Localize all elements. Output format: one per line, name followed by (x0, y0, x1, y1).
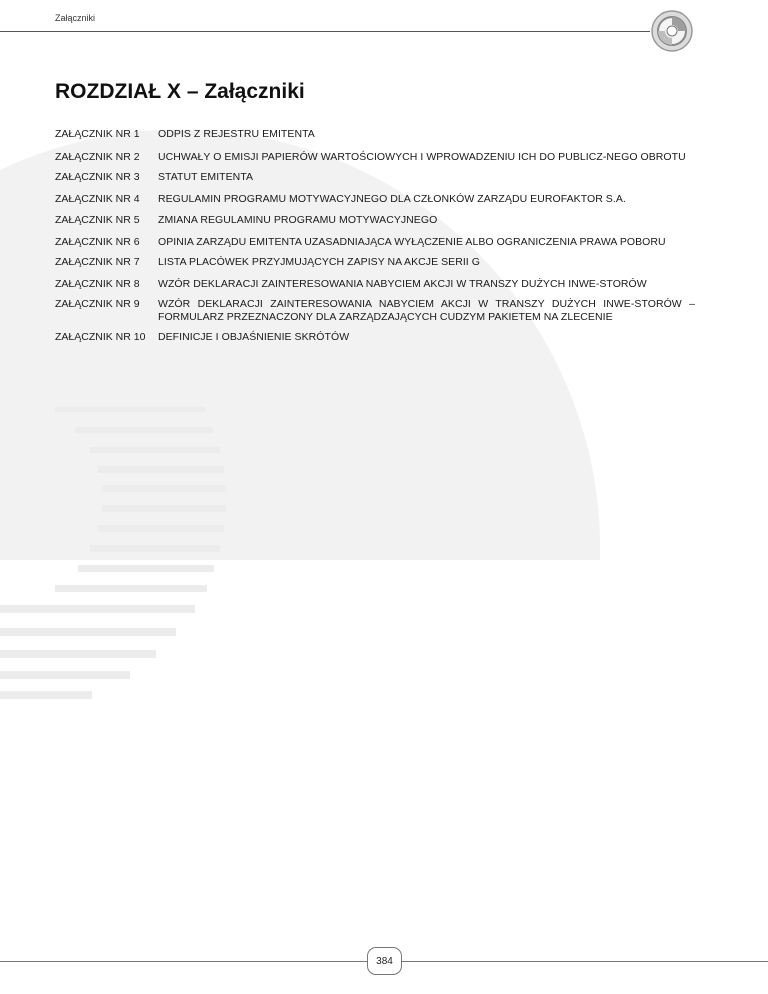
annex-number: ZAŁĄCZNIK NR 1 (55, 128, 140, 140)
annex-number: ZAŁĄCZNIK NR 9 (55, 298, 140, 310)
logo-icon (650, 8, 694, 54)
annex-row (55, 214, 695, 227)
annex-number: ZAŁĄCZNIK NR 8 (55, 277, 140, 290)
annex-title: LISTA PLACÓWEK PRZYJMUJĄCYCH ZAPISY NA AKCJE SERII G (158, 256, 480, 268)
annex-row (55, 236, 695, 249)
annex-row (55, 298, 695, 323)
footer-rule-left (0, 961, 367, 962)
annex-number: ZAŁĄCZNIK NR 3 (55, 171, 140, 183)
annex-row (55, 256, 695, 269)
annex-number: ZAŁĄCZNIK NR 10 (55, 331, 146, 343)
annex-title: WZÓR DEKLARACJI ZAINTERESOWANIA NABYCIEM AKCJI W TRANSZY DUŻYCH INWE-STORÓW (158, 277, 647, 290)
annex-number: ZAŁĄCZNIK NR 2 (55, 150, 140, 163)
annex-row (55, 128, 695, 141)
annex-row (55, 151, 695, 164)
annex-title: REGULAMIN PROGRAMU MOTYWACYJNEGO DLA CZŁONKÓW ZARZĄDU EUROFAKTOR S.A. (158, 192, 626, 205)
annex-list (55, 128, 695, 344)
page-number-box (367, 947, 402, 975)
annex-title: ODPIS Z REJESTRU EMITENTA (158, 128, 315, 140)
annex-title: DEFINICJE I OBJAŚNIENIE SKRÓTÓW (158, 331, 350, 343)
header-rule (0, 31, 650, 32)
chapter-title: ROZDZIAŁ X – Załączniki (55, 80, 305, 103)
annex-number: ZAŁĄCZNIK NR 5 (55, 214, 140, 226)
annex-row (55, 193, 695, 206)
annex-number: ZAŁĄCZNIK NR 4 (55, 192, 140, 205)
annex-number: ZAŁĄCZNIK NR 7 (55, 256, 140, 268)
annex-row (55, 278, 695, 291)
annex-title: WZÓR DEKLARACJI ZAINTERESOWANIA NABYCIEM AKCJI W TRANSZY DUŻYCH INWE-STORÓW – FORMULARZ PRZEZNACZONY DLA ZARZĄDZAJĄCYCH CUDZYM PAKIETEM NA ZLECENIE (158, 298, 695, 323)
annex-row (55, 331, 695, 344)
page-number: 384 (376, 955, 393, 967)
footer-rule-right (400, 961, 768, 962)
annex-title: ZMIANA REGULAMINU PROGRAMU MOTYWACYJNEGO (158, 214, 438, 226)
running-header: Załączniki (55, 13, 96, 23)
annex-title: OPINIA ZARZĄDU EMITENTA UZASADNIAJĄCA WYŁĄCZENIE ALBO OGRANICZENIA PRAWA POBORU (158, 235, 666, 248)
annex-number: ZAŁĄCZNIK NR 6 (55, 235, 140, 248)
annex-title: STATUT EMITENTA (158, 171, 254, 183)
annex-title: UCHWAŁY O EMISJI PAPIERÓW WARTOŚCIOWYCH I WPROWADZENIU ICH DO PUBLICZ-NEGO OBROTU (158, 150, 686, 163)
annex-row (55, 171, 695, 184)
